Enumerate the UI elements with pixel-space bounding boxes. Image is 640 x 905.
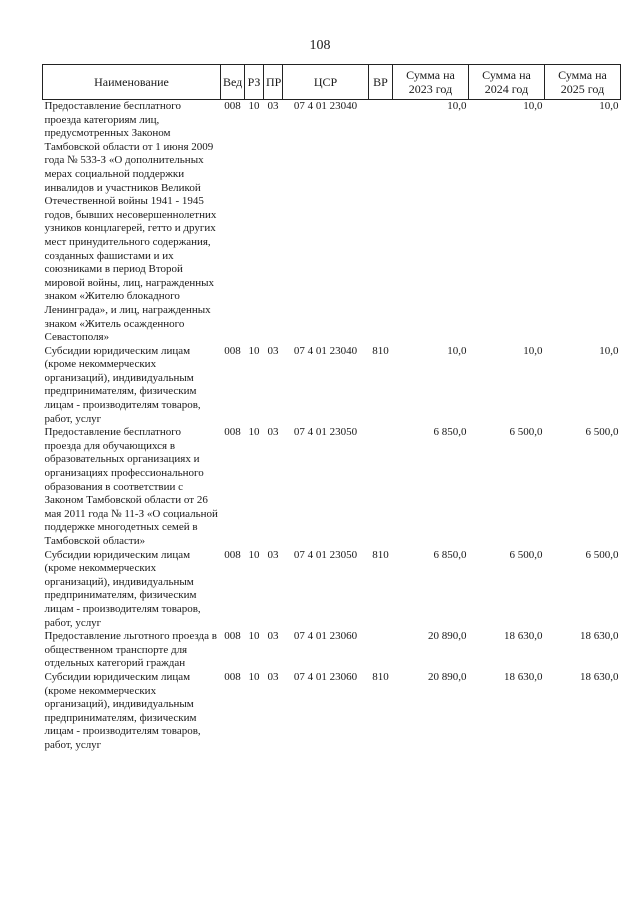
row-name: Субсидии юридическим лицам (кроме некоммерческих организаций), индивидуальным предпринимателям, физическим лицам - производителям товаров, работ, услуг xyxy=(44,548,201,629)
row-pr: 03 xyxy=(267,670,279,683)
table-header-row xyxy=(43,65,621,100)
row-csr: 07 4 01 23050 xyxy=(293,426,358,439)
row-pr: 03 xyxy=(267,100,279,112)
row-sum-2024: 6 500,0 xyxy=(509,426,543,439)
table-row xyxy=(43,426,621,548)
row-sum-2024: 18 630,0 xyxy=(504,670,543,683)
page-number: 108 xyxy=(309,38,331,53)
header-sum-2024: Сумма на 2024 год xyxy=(469,65,545,100)
row-pr: 03 xyxy=(267,344,279,357)
row-ved: 008 xyxy=(224,344,241,357)
row-rz: 10 xyxy=(248,548,260,561)
table-row xyxy=(43,100,621,345)
row-sum-2025: 18 630,0 xyxy=(580,670,619,683)
row-name: Субсидии юридическим лицам (кроме некоммерческих организаций), индивидуальным предпринимателям, физическим лицам - производителям товаров, работ, услуг xyxy=(44,670,201,751)
row-ved: 008 xyxy=(224,670,241,683)
row-csr: 07 4 01 23050 xyxy=(293,548,358,561)
row-vr: 810 xyxy=(372,670,389,683)
row-ved: 008 xyxy=(224,630,241,643)
row-rz: 10 xyxy=(248,344,260,357)
row-rz: 10 xyxy=(248,630,260,643)
row-sum-2024: 10,0 xyxy=(523,100,543,112)
row-pr: 03 xyxy=(267,548,279,561)
row-pr: 03 xyxy=(267,426,279,439)
row-sum-2025: 6 500,0 xyxy=(585,548,619,561)
row-sum-2025: 10,0 xyxy=(599,344,619,357)
row-sum-2025: 18 630,0 xyxy=(580,630,619,643)
header-sum-2025: Сумма на 2025 год xyxy=(545,65,621,100)
row-sum-2023: 20 890,0 xyxy=(428,670,467,683)
row-sum-2024: 10,0 xyxy=(523,344,543,357)
row-sum-2025: 10,0 xyxy=(599,100,619,112)
row-csr: 07 4 01 23060 xyxy=(293,670,358,683)
header-csr: ЦСР xyxy=(283,65,369,100)
row-csr: 07 4 01 23040 xyxy=(293,100,358,112)
row-ved: 008 xyxy=(224,548,241,561)
header-ved: Вед xyxy=(221,65,245,100)
row-csr: 07 4 01 23040 xyxy=(293,344,358,357)
row-vr xyxy=(369,426,393,548)
row-sum-2023: 6 850,0 xyxy=(433,548,467,561)
row-vr xyxy=(369,630,393,671)
header-vr: ВР xyxy=(369,65,393,100)
row-ved: 008 xyxy=(224,100,241,112)
table-row xyxy=(43,345,621,427)
header-sum-2023: Сумма на 2023 год xyxy=(393,65,469,100)
row-vr: 810 xyxy=(372,344,389,357)
row-sum-2023: 6 850,0 xyxy=(433,426,467,439)
table-row xyxy=(43,630,621,671)
row-sum-2024: 6 500,0 xyxy=(509,548,543,561)
table-row xyxy=(43,671,621,753)
row-vr: 810 xyxy=(372,548,389,561)
row-sum-2025: 6 500,0 xyxy=(585,426,619,439)
row-name: Предоставление льготного проезда в общественном транспорте для отдельных категорий граждан xyxy=(44,630,217,670)
row-pr: 03 xyxy=(267,630,279,643)
row-sum-2023: 10,0 xyxy=(447,100,467,112)
budget-table xyxy=(42,64,621,753)
header-name: Наименование xyxy=(43,65,221,100)
header-rz: РЗ xyxy=(245,65,264,100)
row-sum-2024: 18 630,0 xyxy=(504,630,543,643)
row-vr xyxy=(369,100,393,345)
row-rz: 10 xyxy=(248,426,260,439)
row-csr: 07 4 01 23060 xyxy=(293,630,358,643)
row-name: Субсидии юридическим лицам (кроме некоммерческих организаций), индивидуальным предпринимателям, физическим лицам - производителям товаров, работ, услуг xyxy=(44,344,201,425)
row-sum-2023: 10,0 xyxy=(447,344,467,357)
row-rz: 10 xyxy=(248,100,260,112)
row-rz: 10 xyxy=(248,670,260,683)
row-ved: 008 xyxy=(224,426,241,439)
header-pr: ПР xyxy=(264,65,283,100)
row-name: Предоставление бесплатного проезда категориям лиц, предусмотренных Законом Тамбовской области от 1 июня 2009 года № 533-З «О дополнительных мерах социальной поддержки инвалидов и участников Великой Отечественной войны 1941 - 1945 годов, бывших несовершеннолетних узников концлагерей, гетто и других мест принудительного содержания, созданных фашистами и их союзниками в период Второй мировой войны, лиц, награжденных знаком «Жителю блокадного Ленинграда», и лиц, награжденных знаком «Житель осажденного Севастополя» xyxy=(44,100,217,344)
table-row xyxy=(43,549,621,631)
row-name: Предоставление бесплатного проезда для обучающихся в образовательных организациях и организациях профессионального образования в соответствии с Законом Тамбовской области от 26 мая 2011 года № 11-З «О социальной поддержке многодетных семей в Тамбовской области» xyxy=(44,426,218,547)
row-sum-2023: 20 890,0 xyxy=(428,630,467,643)
